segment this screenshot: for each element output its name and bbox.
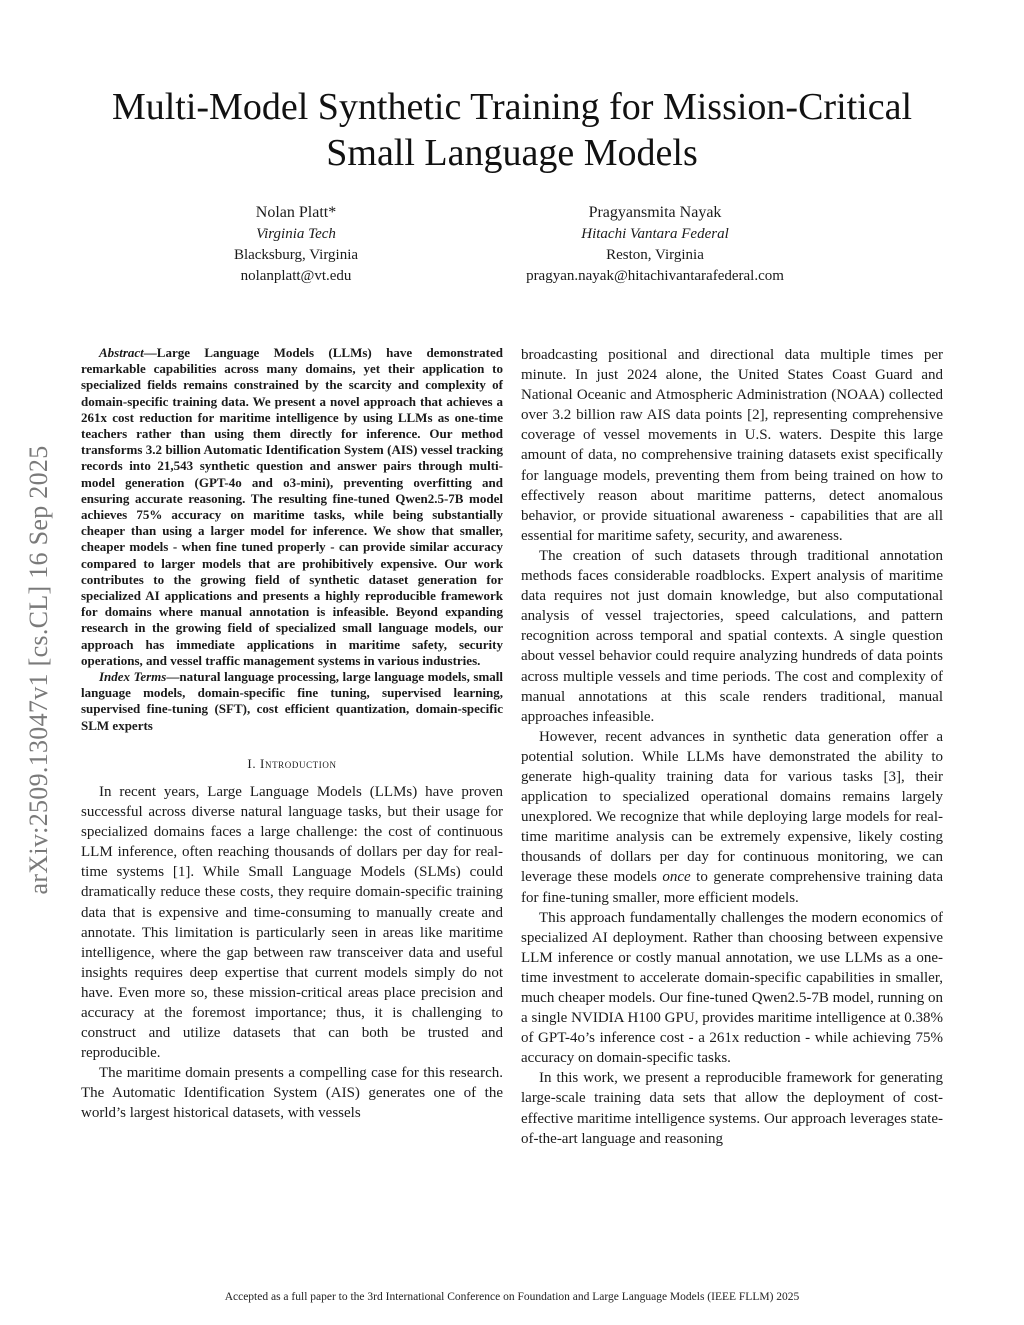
section-heading: [81, 754, 503, 774]
author-location: Blacksburg, Virginia: [233, 247, 359, 263]
body-paragraph: The maritime domain presents a compelling case for this research. The Automatic Identification System (AIS) generates one of the world’s largest historical datasets, with vessels: [81, 1065, 503, 1122]
body-paragraph-continued: broadcasting positional and directional data multiple times per minute. In just 2024 alone, the United States Coast Guard and National Oceanic and Atmospheric Administration (NOAA) collected over 3.2 billion raw AIS data points [2], representing comprehensive coverage of vessel movements in U.S. waters. Despite this large amount of data, no comprehensive training datasets exist specifically for language models, preventing them from being trained on how to effectively reason about maritime patterns, detect anomalous behavior, or provide situational awareness - capabilities that are all essential for maritime safety, security, and awareness.: [521, 347, 943, 544]
author-name: Pragyansmita Nayak: [588, 204, 722, 221]
paper-title: Multi-Model Synthetic Training for Mission-Critical Small Language Models: [111, 86, 913, 174]
body-paragraph: [521, 727, 943, 908]
abstract-label: Abstract: [99, 345, 144, 360]
author-affiliation: Hitachi Vantara Federal: [581, 226, 729, 242]
section-title: Introduction: [260, 755, 337, 771]
abstract: [81, 345, 503, 669]
paragraph-text: However, recent advances in synthetic data generation offer a potential solution. While LLMs have demonstrated the ability to generate high-quality training data for various tasks [3], their application to specialized operational domains remains largely unexplored. We recognize that while deploying large models for real-time maritime analysis can be extremely expensive, likely costing thousands of dollars per day for continuous monitoring, we can leverage these models: [521, 728, 943, 886]
paragraph-text: to generate comprehensive training data for fine-tuning smaller, more efficient models.: [521, 869, 943, 906]
author-affiliation: Virginia Tech: [256, 226, 336, 242]
section-number: I.: [247, 755, 257, 771]
body-paragraph: In recent years, Large Language Models (LLMs) have proven successful across diverse natural language tasks, but their usage for specialized domains faces a large challenge: the cost of continuous LLM inference, often reaching thousands of dollars per day for real-time systems [1]. While Small Language Models (SLMs) could dramatically reduce these costs, they require domain-specific training data that is expensive and time-consuming to manually create and annotate. This limitation is particularly seen in areas like maritime intelligence, where the gap between raw transceiver data and useful insights requires deep expertise that current models simply do not have. Even more so, these mission-critical areas place precision and accuracy at the foremost importance; thus, it is challenging to construct and utilize datasets that can both be trusted and reproducible.: [81, 783, 503, 1062]
author-name: Nolan Platt*: [255, 204, 337, 221]
emphasized-word: once: [662, 869, 691, 886]
abstract-text: —Large Language Models (LLMs) have demonstrated remarkable capabilities across many domains, yet their application to specialized fields remains constrained by the scarcity and complexity of domain-specific training data. We present a novel approach that achieves a 261x cost reduction for maritime intelligence by using LLMs as one-time teachers rather than using them directly for inference. Our method transforms 3.2 billion Automatic Identification System (AIS) vessel tracking records into 21,543 synthetic question and answer pairs through multi-model generation (GPT-4o and o3-mini), preventing overfitting and ensuring accurate reasoning. The resulting fine-tuned Qwen2.5-7B model achieves 75% accuracy on maritime tasks, while being substantially cheaper than using a larger model for inference. We show that smaller, cheaper models - when fine tuned properly - can provide similar accuracy compared to larger models that are prohibitively expensive. Our work contributes to the growing field of synthetic dataset generation for specialized AI applications and presents a highly reproducible framework for domains where manual annotation is infeasible. Beyond expanding research in the growing field of specialized small language models, our approach has immediate applications in maritime safety, security operations, and vessel traffic management systems in various industries.: [81, 345, 503, 668]
author-email: nolanplatt@vt.edu: [240, 268, 352, 284]
index-terms-text: —natural language processing, large language models, small language models, domain-specific fine tuning, supervised learning, supervised fine-tuning (SFT), cost efficient quantization, domain-specific SLM experts: [81, 669, 503, 733]
left-column: [81, 345, 503, 1124]
author-location: Reston, Virginia: [606, 247, 704, 263]
author-block-1: [196, 202, 396, 287]
body-paragraph: In this work, we present a reproducible framework for generating large-scale training data sets that allow the deployment of cost-effective maritime intelligence systems. Our approach leverages state-of-the-art language and reasoning: [521, 1070, 943, 1147]
index-terms: [81, 669, 503, 734]
body-paragraph: This approach fundamentally challenges the modern economics of specialized AI deployment. Rather than choosing between expensive LLM inference or costly manual annotation, we use LLMs as a one-time investment to accelerate domain-specific capabilities in smaller, much cheaper models. Our fine-tuned Qwen2.5-7B model, running on a single NVIDIA H100 GPU, provides maritime intelligence at 0.38% of GPT-4o’s inference cost - a 261x reduction - while achieving 75% accuracy on domain-specific tasks.: [521, 909, 943, 1067]
right-column: [521, 345, 943, 1149]
arxiv-identifier: arXiv:2509.13047v1 [cs.CL] 16 Sep 2025: [24, 445, 53, 895]
arxiv-sidebar-stamp: [14, 370, 64, 970]
body-paragraph: The creation of such datasets through traditional annotation methods faces considerable roadblocks. Expert analysis of maritime data requires not just domain knowledge, but also computational analysis of vessel trajectories, speed calculations, and pattern recognition across temporal and spatial contexts. A single question about vessel behavior could require analyzing hundreds of data points across multiple vessels and time periods. The cost and complexity of manual annotations at this scale renders traditional, manual approaches infeasible.: [521, 547, 943, 725]
author-block-2: [505, 202, 805, 287]
footer-note: Accepted as a full paper to the 3rd International Conference on Foundation and Large Language Models (IEEE FLLM) 2025: [224, 1291, 800, 1303]
author-email: pragyan.nayak@hitachivantarafederal.com: [526, 268, 784, 284]
index-terms-label: Index Terms: [99, 669, 167, 685]
